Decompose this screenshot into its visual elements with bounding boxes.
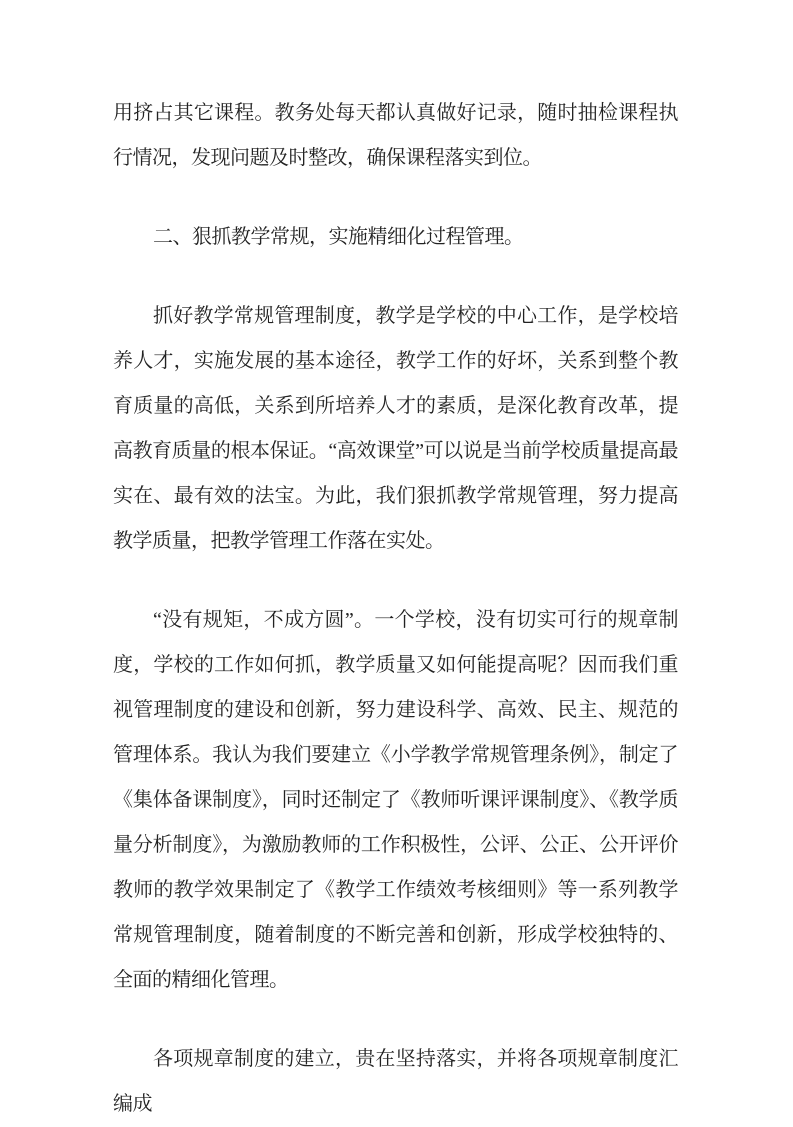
- paragraph-rules-and-systems: “没有规矩，不成方圆”。一个学校，没有切实可行的规章制度，学校的工作如何抓，教学质量又如何能提高呢？因而我们重视管理制度的建设和创新，努力建设科学、高效、民主、规范的管理体系。我认为我们要建立《小学教学常规管理条例》，制定了《集体备课制度》，同时还制定了《教师听课评课制度》、《教学质量分析制度》，为激励教师的工作积极性，公评、公正、公开评价教师的教学效果制定了《教学工作绩效考核细则》等一系列教学常规管理制度，随着制度的不断完善和创新，形成学校独特的、全面的精细化管理。: [113, 609, 678, 991]
- paragraph-implementation: 各项规章制度的建立，贵在坚持落实，并将各项规章制度汇编成: [113, 1048, 678, 1115]
- paragraph-body-continuation: 用挤占其它课程。教务处每天都认真做好记录，随时抽检课程执行情况，发现问题及时整改，确保课程落实到位。: [113, 102, 678, 169]
- section-heading: 二、狠抓教学常规，实施精细化过程管理。: [153, 226, 524, 248]
- paragraph-teaching-routine: 抓好教学常规管理制度，教学是学校的中心工作，是学校培养人才，实施发展的基本途径，教学工作的好坏，关系到整个教育质量的高低，关系到所培养人才的素质，是深化教育改革，提高教育质量的根本保证。“高效课堂”可以说是当前学校质量提高最实在、最有效的法宝。为此，我们狠抓教学常规管理，努力提高教学质量，把教学管理工作落在实处。: [113, 305, 678, 552]
